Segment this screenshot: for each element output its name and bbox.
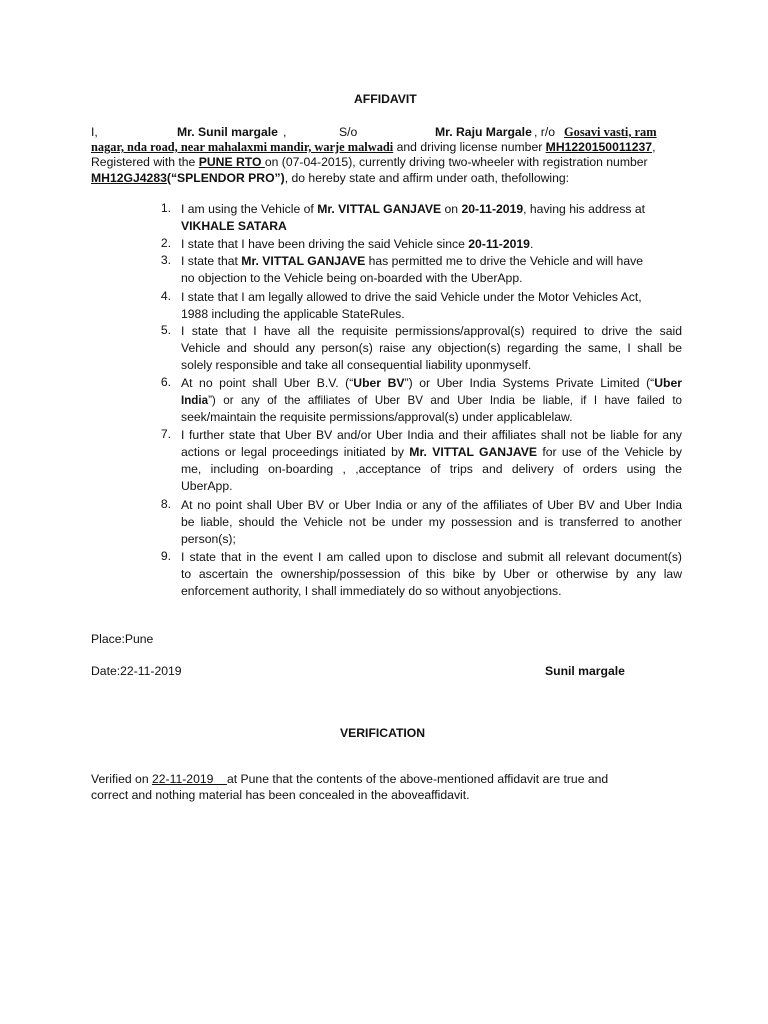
item-number: 2. (160, 236, 171, 250)
intro-line-2 (91, 139, 655, 155)
document-title: AFFIDAVIT (354, 92, 417, 106)
item-number: 1. (160, 201, 171, 215)
son-of-label: S/o (339, 125, 358, 139)
item-number: 6. (160, 375, 171, 389)
verification-line-1: Verified on 22-11-2019 at Pune that the contents of the above-mentioned affidavit are true and (91, 772, 609, 786)
item-number: 9. (160, 549, 171, 563)
driving-license-number: MH1220150011237 (545, 140, 653, 154)
place: Place:Pune (91, 632, 154, 646)
verification-title: VERIFICATION (340, 726, 426, 740)
intro-closing: , do hereby state and affirm under oath, thefollowing: (284, 171, 570, 185)
resident-of-label: , r/o (534, 125, 555, 139)
date: Date:22-11-2019 (91, 664, 182, 678)
registered-text: Registered with the (91, 155, 199, 169)
signature-name: Sunil margale (545, 664, 625, 678)
father-name: Mr. Raju Margale (435, 125, 532, 139)
vehicle-registration-number: MH12GJ4283 (91, 171, 167, 185)
intro-line-1 (91, 124, 657, 140)
deponent-name: Mr. Sunil margale (177, 125, 278, 139)
address-part-1: Gosavi vasti, ram (564, 125, 657, 139)
item-number: 8. (160, 497, 171, 511)
vehicle-model: (“SPLENDOR PRO”) (166, 171, 285, 185)
verification-line-2: correct and nothing material has been concealed in the aboveaffidavit. (91, 788, 470, 802)
dl-text: and driving license number (393, 140, 546, 154)
comma: , (283, 125, 287, 139)
rto-name: PUNE RTO (198, 155, 265, 169)
intro-line-4 (91, 170, 569, 186)
comma: , (652, 140, 656, 154)
item-number: 4. (160, 289, 171, 303)
intro-i: I, (91, 125, 98, 139)
intro-line-3 (91, 154, 648, 170)
address-part-2: nagar, nda road, near mahalaxmi mandir, warje malwadi (91, 140, 394, 154)
item-number: 7. (160, 427, 171, 441)
verification-date: 22-11-2019 (151, 772, 227, 786)
item-number: 5. (160, 323, 171, 337)
registration-text: on (07-04-2015), currently driving two-wheeler with registration number (264, 155, 648, 169)
item-number: 3. (160, 253, 171, 267)
